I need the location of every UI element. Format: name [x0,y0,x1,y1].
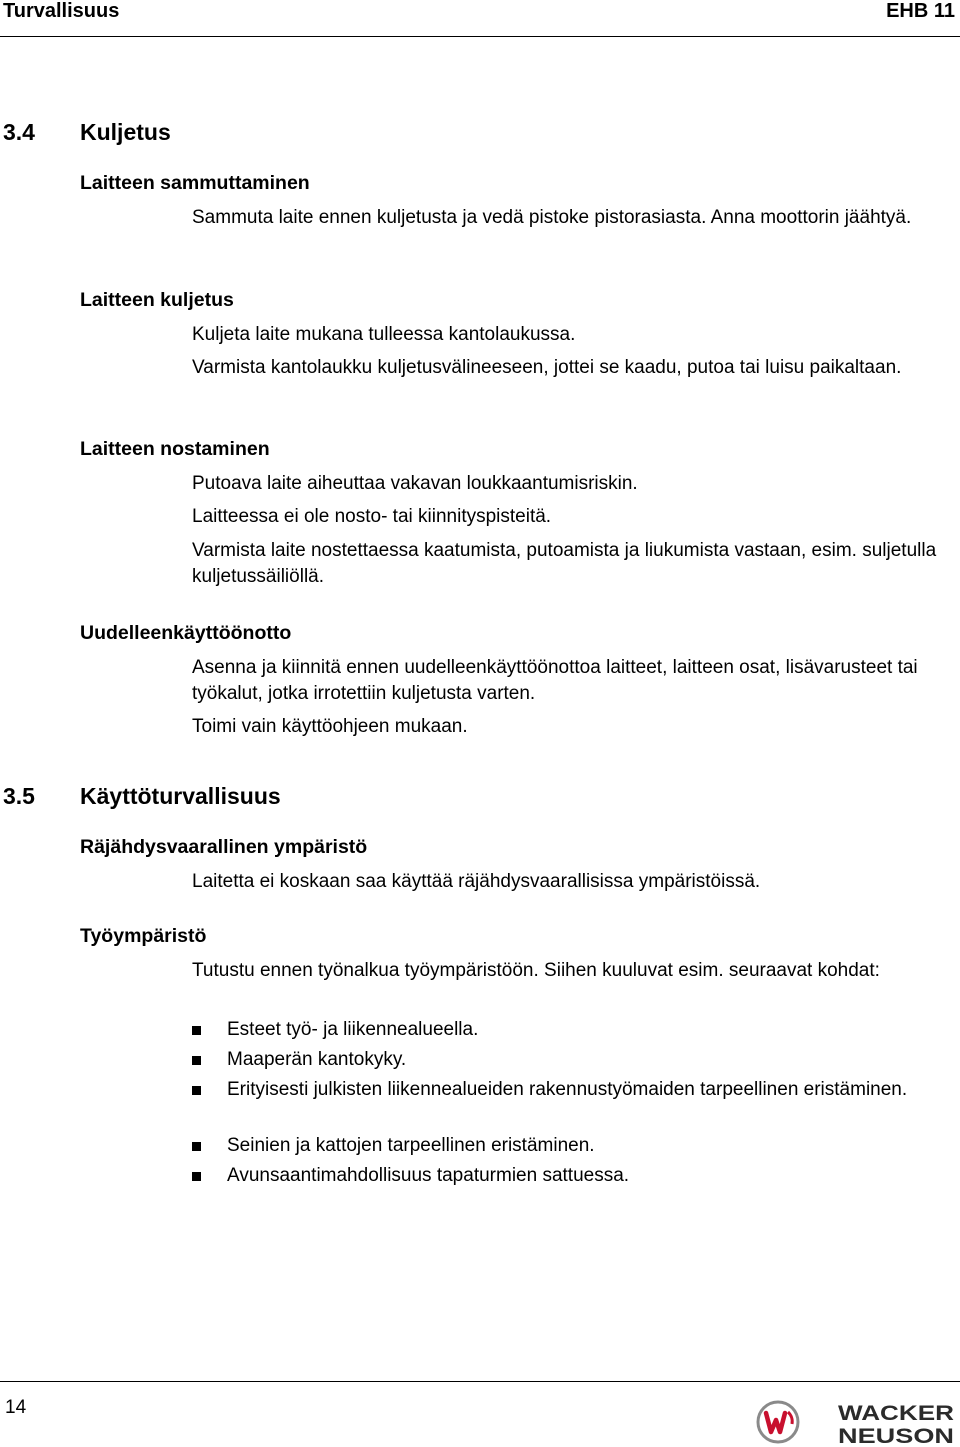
section-title: Kuljetus [80,119,171,145]
paragraph: Varmista kantolaukku kuljetusvälineeseen, jottei se kaadu, putoa tai luisu paikaltaan. [192,357,902,378]
subsection-heading: Räjähdysvaarallinen ympäristö [80,836,368,858]
list-item [192,1133,952,1159]
footer-rule [0,1381,960,1382]
section-title: Käyttöturvallisuus [80,783,281,809]
paragraph: Sammuta laite ennen kuljetusta ja vedä pistoke pistorasiasta. Anna moottorin jäähtyä. [192,207,912,228]
paragraph: Toimi vain käyttöohjeen mukaan. [192,716,468,737]
section-heading-3-5 [3,783,281,810]
list-item [192,1077,952,1103]
bullet-square-icon [192,1026,201,1035]
logo-wordmark-line1: WACKER [838,1402,954,1425]
list-item [192,1163,952,1189]
bullet-square-icon [192,1142,201,1151]
wacker-neuson-logo [754,1400,954,1444]
subsection-heading: Uudelleenkäyttöönotto [80,622,292,644]
section-number: 3.5 [3,783,35,809]
page-number: 14 [5,1397,27,1418]
paragraph: Varmista laite nostettaessa kaatumista, putoamista ja liukumista vastaan, esim. suljetulla kuljetussäiliöllä. [192,540,937,587]
paragraph: Putoava laite aiheuttaa vakavan loukkaantumisriskin. [192,473,638,494]
subsection-heading: Laitteen nostaminen [80,438,270,460]
bullet-square-icon [192,1086,201,1095]
list-item-text: Seinien ja kattojen tarpeellinen eristäminen. [227,1135,595,1156]
list-item [192,1047,952,1073]
paragraph: Tutustu ennen työnalkua työympäristöön. Siihen kuuluvat esim. seuraavat kohdat: [192,960,880,981]
header-rule [0,36,960,37]
header-document-code: EHB 11 [886,0,955,22]
list-item-text: Erityisesti julkisten liikennealueiden rakennustyömaiden tarpeellinen eristäminen. [227,1079,908,1100]
list-item [192,1017,952,1043]
bullet-square-icon [192,1056,201,1065]
subsection-heading: Työympäristö [80,925,207,947]
list-item-text: Avunsaantimahdollisuus tapaturmien sattuessa. [227,1165,630,1186]
w-emblem-icon [758,1402,798,1442]
paragraph: Laitteessa ei ole nosto- tai kiinnityspisteitä. [192,506,552,527]
section-heading-3-4 [3,119,171,146]
bullet-square-icon [192,1172,201,1181]
paragraph: Kuljeta laite mukana tulleessa kantolaukussa. [192,324,576,345]
logo-wordmark-line2: NEUSON [838,1425,954,1444]
list-item-text: Esteet työ- ja liikennealueella. [227,1019,479,1040]
subsection-heading: Laitteen kuljetus [80,289,234,311]
paragraph: Asenna ja kiinnitä ennen uudelleenkäyttöönottoa laitteet, laitteen osat, lisävarusteet tai työkalut, jotka irrotettiin kuljetusta varten. [192,657,918,704]
section-number: 3.4 [3,119,35,145]
list-item-text: Maaperän kantokyky. [227,1049,407,1070]
header-section-title: Turvallisuus [3,0,120,22]
paragraph: Laitetta ei koskaan saa käyttää räjähdysvaarallisissa ympäristöissä. [192,871,761,892]
subsection-heading: Laitteen sammuttaminen [80,172,310,194]
